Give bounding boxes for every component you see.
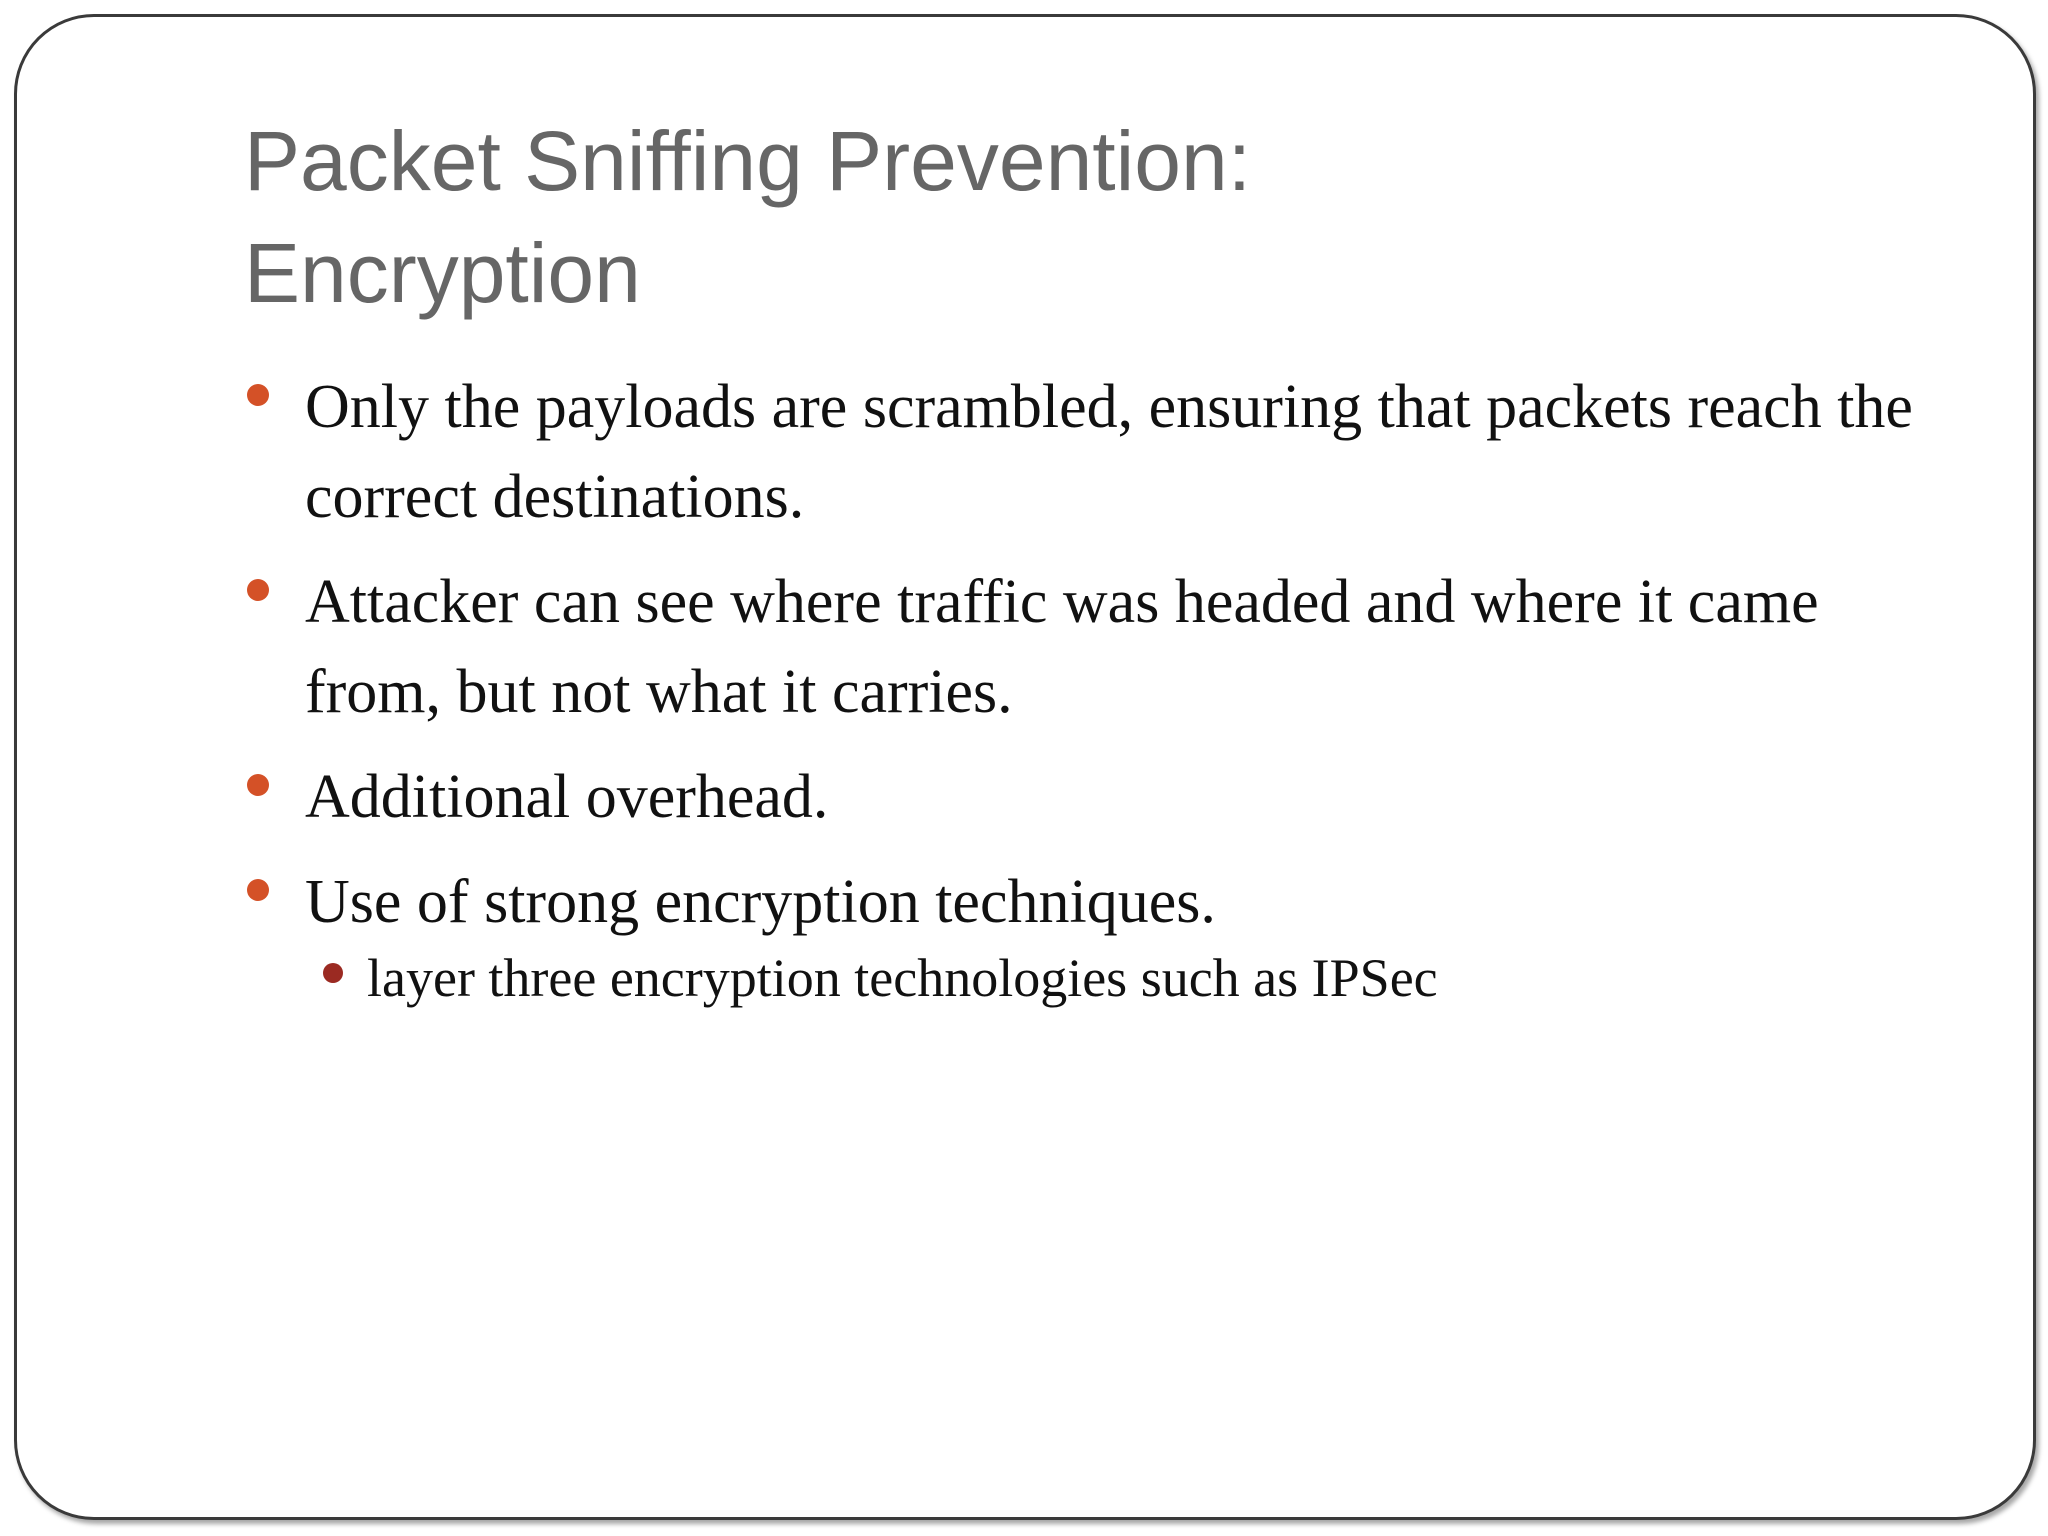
bullet-dot-icon	[247, 879, 269, 901]
bullet-item	[305, 857, 1945, 1019]
bullet-dot-icon	[247, 579, 269, 601]
bullet-text: Use of strong encryption techniques.	[305, 868, 1216, 936]
bullet-item	[305, 752, 1945, 842]
slide-title-line-2: Encryption	[244, 226, 641, 320]
bullet-text: Attacker can see where traffic was headed and where it came from, but not what it carries.	[305, 568, 1819, 726]
slide-frame	[14, 14, 2036, 1520]
sub-bullet-text: layer three encryption technologies such as IPSec	[367, 948, 1438, 1008]
bullet-dot-icon	[247, 774, 269, 796]
bullet-list	[305, 362, 1945, 1034]
bullet-dot-icon	[247, 384, 269, 406]
sub-bullet-list	[305, 937, 1945, 1019]
slide-title	[244, 105, 1894, 329]
bullet-item	[305, 557, 1945, 737]
sub-bullet-item	[367, 937, 1945, 1019]
bullet-text: Additional overhead.	[305, 763, 829, 831]
bullet-text: Only the payloads are scrambled, ensuring that packets reach the correct destinations.	[305, 373, 1913, 531]
slide-title-line-1: Packet Sniffing Prevention:	[244, 114, 1252, 208]
sub-bullet-dot-icon	[323, 963, 343, 983]
bullet-item	[305, 362, 1945, 542]
